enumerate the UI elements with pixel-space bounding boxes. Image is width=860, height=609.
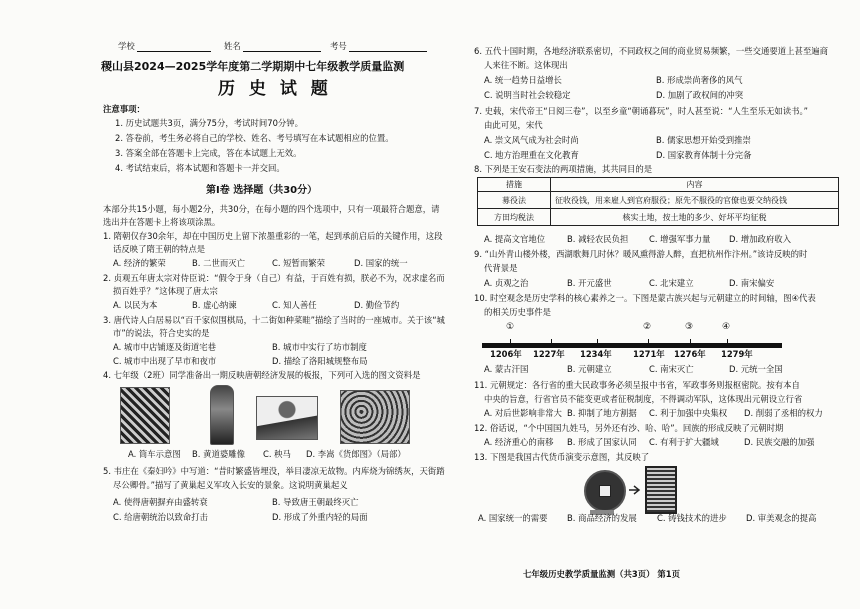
notes-title: 注意事项：	[103, 104, 145, 114]
question-stem: 市”的说法，符合史实的是	[113, 328, 210, 338]
timeline-year: 1227年	[533, 349, 565, 359]
reform-table	[477, 177, 839, 226]
option[interactable]: B. 形成崇尚奢侈的风气	[656, 75, 743, 85]
option[interactable]: A. 贞观之治	[484, 278, 529, 288]
option[interactable]: B. 开元盛世	[567, 278, 612, 288]
option[interactable]: C. 南宋灭亡	[649, 364, 694, 374]
option[interactable]: A. 筒车示意图	[128, 449, 181, 459]
timeline-year: 1279年	[721, 349, 753, 359]
timeline-tick	[510, 339, 511, 347]
question-stem: 6. 五代十国时期，各地经济联系密切，不同政权之间的商业贸易频繁，一些交通要道上甚至遍商	[474, 46, 829, 56]
question-stem: 8. 下列是王安石变法的两项措施，其共同目的是	[474, 164, 653, 174]
timeline-marker: ①	[506, 322, 515, 332]
option[interactable]: D. 削弱了丞相的权力	[744, 408, 823, 418]
table-cell: 核实土地，按土地的多少、好坏平均征税	[551, 209, 839, 226]
question-stem: 7. 史载，宋代帝王“日阅三卷”，以至乡童“朝诵暮玩”，时人甚至说：“人生至乐无如读书。”	[474, 106, 808, 116]
timeline-tick	[597, 339, 598, 347]
table-cell: 征收役钱，用来雇人到官府服役；原先不服役的官僚也要交纳役钱	[551, 192, 839, 209]
option[interactable]: C. 铸钱技术的进步	[657, 513, 727, 523]
question-stem: 代背景是	[484, 263, 518, 273]
option[interactable]: D. 国家的统一	[354, 258, 408, 268]
question-stem: 3. 唐代诗人白居易以“百千家似围棋局，十二街如种菜畦”描绘了当时的一座城市。关于该“城	[103, 315, 445, 325]
question-stem: 12. 俗话说，“个中国国九姓马，另外还有沙、哈、哈”。回族的形成反映了元朝时期	[474, 423, 784, 433]
timeline-year: 1271年	[633, 349, 665, 359]
page-footer: 七年级历史教学质量监测（共3页） 第1页	[523, 569, 680, 579]
question-stem: 1. 隋朝仅存30余年，却在中国历史上留下浓墨重彩的一笔，起到承前启后的关键作用，这段	[103, 231, 443, 241]
option[interactable]: C. 利于加强中央集权	[649, 408, 728, 418]
option[interactable]: D. 元统一全国	[729, 364, 783, 374]
section-intro: 本部分共15小题，每小题2分，共30分，在每小题的四个选项中，只有一项最符合题意，请	[103, 204, 440, 214]
waterwheel-image	[120, 387, 170, 444]
timeline-marker: ④	[722, 322, 731, 332]
question-stem: 人来往不断。这体现出	[484, 60, 568, 70]
option[interactable]: A. 经济重心的南移	[484, 437, 554, 447]
option[interactable]: D. 民族交融的加强	[744, 437, 815, 447]
timeline-marker: ③	[685, 322, 694, 332]
statue-image	[210, 385, 234, 445]
option[interactable]: B. 减轻农民负担	[567, 234, 629, 244]
subject-title: 历 史 试 题	[218, 79, 332, 99]
option[interactable]: B. 形成了国家认同	[567, 437, 637, 447]
option[interactable]: D. 加剧了政权间的冲突	[656, 90, 744, 100]
question-stem: 13. 下图是我国古代货币演变示意图，其反映了	[474, 452, 650, 462]
option[interactable]: C. 说明当时社会较稳定	[484, 90, 571, 100]
timeline-marker: ②	[643, 322, 652, 332]
question-stem: 尽公卿骨。”描写了黄巢起义军攻入长安的景象。这说明黄巢起义	[113, 480, 348, 490]
option[interactable]: D. 增加政府收入	[729, 234, 792, 244]
option[interactable]: A. 提高文官地位	[484, 234, 546, 244]
option[interactable]: A. 国家统一的需要	[478, 513, 548, 523]
option[interactable]: A. 崇文风气成为社会时尚	[484, 135, 579, 145]
option[interactable]: B. 导致唐王朝最终灭亡	[272, 497, 359, 507]
exam-title: 稷山县2024—2025学年度第二学期期中七年级教学质量监测	[101, 60, 405, 73]
option[interactable]: B. 虚心纳谏	[192, 300, 237, 310]
arrow-right-icon	[628, 483, 642, 497]
option[interactable]: A. 对后世影响非常大	[484, 408, 562, 418]
question-stem: 中央的旨意，行省官员不能变更或者征税制度，不得调动军队，这体现出元朝设立行省	[484, 394, 803, 404]
option[interactable]: D. 勤俭节约	[354, 300, 400, 310]
table-cell: 方田均税法	[478, 209, 551, 226]
exam-no-field: 考号	[330, 41, 427, 52]
timeline-year: 1234年	[580, 349, 612, 359]
section-intro: 选出并在答题卡上将该项涂黑。	[103, 217, 221, 227]
option[interactable]: A. 以民为本	[113, 300, 158, 310]
note-item: 3. 答案全部在答题卡上完成，答在本试题上无效。	[115, 148, 302, 158]
name-field: 姓名	[224, 41, 321, 52]
option[interactable]: D. 描绘了洛阳城规整布局	[272, 356, 368, 366]
question-stem: 4. 七年级（2班）同学准备出一期反映唐朝经济发展的板报，下列可入选的图文资料是	[103, 370, 421, 380]
option[interactable]: D. 审美观念的提高	[746, 513, 817, 523]
table-header: 内容	[551, 178, 839, 192]
option[interactable]: A. 城市中店铺逐及街道宅巷	[113, 342, 217, 352]
option[interactable]: D. 南宋偏安	[729, 278, 775, 288]
section-title: 第Ⅰ卷 选择题（共30分）	[206, 185, 318, 196]
option[interactable]: B. 元朝建立	[567, 364, 612, 374]
option[interactable]: C. 秧马	[263, 449, 291, 459]
option[interactable]: C. 知人善任	[272, 300, 317, 310]
question-stem: 5. 韦庄在《秦妇吟》中写道：“昔时繁盛皆埋没，举目凄凉无故物。内库烧为锦绣灰，天街踏	[103, 466, 445, 476]
peddler-painting-image	[340, 390, 410, 444]
question-stem: 话反映了隋王朝的特点是	[113, 244, 206, 254]
option[interactable]: C. 城市中出现了早市和夜市	[113, 356, 217, 366]
option[interactable]: C. 增强军事力量	[649, 234, 711, 244]
note-item: 1. 历史试题共3页，满分75分，考试时间70分钟。	[115, 118, 304, 128]
note-item: 4. 考试结束后，将本试题和答题卡一并交回。	[115, 163, 285, 173]
coin-image	[584, 470, 626, 512]
option[interactable]: A. 使得唐朝摒弃由盛转衰	[113, 497, 208, 507]
timeline-year: 1206年	[490, 349, 522, 359]
option[interactable]: A. 蒙古汗国	[484, 364, 529, 374]
option[interactable]: C. 地方治理重在文化教育	[484, 150, 579, 160]
timeline-tick	[690, 339, 691, 347]
rice-boat-image	[256, 396, 318, 440]
option[interactable]: C. 有利于扩大疆域	[649, 437, 719, 447]
school-field: 学校	[118, 41, 211, 52]
option[interactable]: C. 给唐朝统治以致命打击	[113, 512, 208, 522]
question-stem: 9. “山外青山楼外楼，西湖歌舞几时休？暖风熏得游人醉，直把杭州作汴州。”该诗反映的时	[474, 249, 808, 259]
option[interactable]: B. 商品经济的发展	[567, 513, 637, 523]
question-stem: 损百姓乎？”这体现了唐太宗	[113, 286, 218, 296]
option[interactable]: B. 城市中实行了坊市制度	[272, 342, 367, 352]
jiaozi-note-image	[645, 466, 677, 514]
question-stem: 11. 元朝规定：各行省的重大民政事务必须呈报中书省，军政事务则报枢密院。按有本自	[474, 380, 800, 390]
question-stem: 2. 贞观五年唐太宗对侍臣说：“假令于身（自己）有益，于百姓有损，朕必不为，况求虚名而	[103, 273, 445, 283]
table-cell: 募役法	[478, 192, 551, 209]
option[interactable]: A. 统一趋势日益增长	[484, 75, 562, 85]
option[interactable]: C. 短暂而繁荣	[272, 258, 326, 268]
option[interactable]: D. 国家教育体制十分完备	[656, 150, 752, 160]
option[interactable]: C. 北宋建立	[649, 278, 694, 288]
option[interactable]: B. 黄道婆雕像	[192, 449, 245, 459]
option[interactable]: B. 二世而灭亡	[192, 258, 245, 268]
timeline-tick	[648, 339, 649, 347]
timeline-tick	[551, 339, 552, 347]
option[interactable]: D. 李嵩《货郎图》（局部）	[306, 449, 406, 459]
question-stem: 的相关历史事件是	[484, 307, 551, 317]
option[interactable]: D. 形成了外重内轻的局面	[272, 512, 368, 522]
question-stem: 由此可见，宋代	[484, 120, 543, 130]
option[interactable]: B. 儒家思想开始受到推崇	[656, 135, 751, 145]
table-header: 措施	[478, 178, 551, 192]
question-stem: 10. 时空观念是历史学科的核心素养之一。下图是蒙古族兴起与元朝建立的时间轴，图④代表	[474, 293, 816, 303]
note-item: 2. 答卷前，考生务必将自己的学校、姓名、考号填写在本试题相应的位置。	[115, 133, 394, 143]
option[interactable]: B. 抑制了地方割据	[567, 408, 637, 418]
timeline-tick	[727, 339, 728, 347]
timeline-year: 1276年	[674, 349, 706, 359]
option[interactable]: A. 经济的繁荣	[113, 258, 166, 268]
